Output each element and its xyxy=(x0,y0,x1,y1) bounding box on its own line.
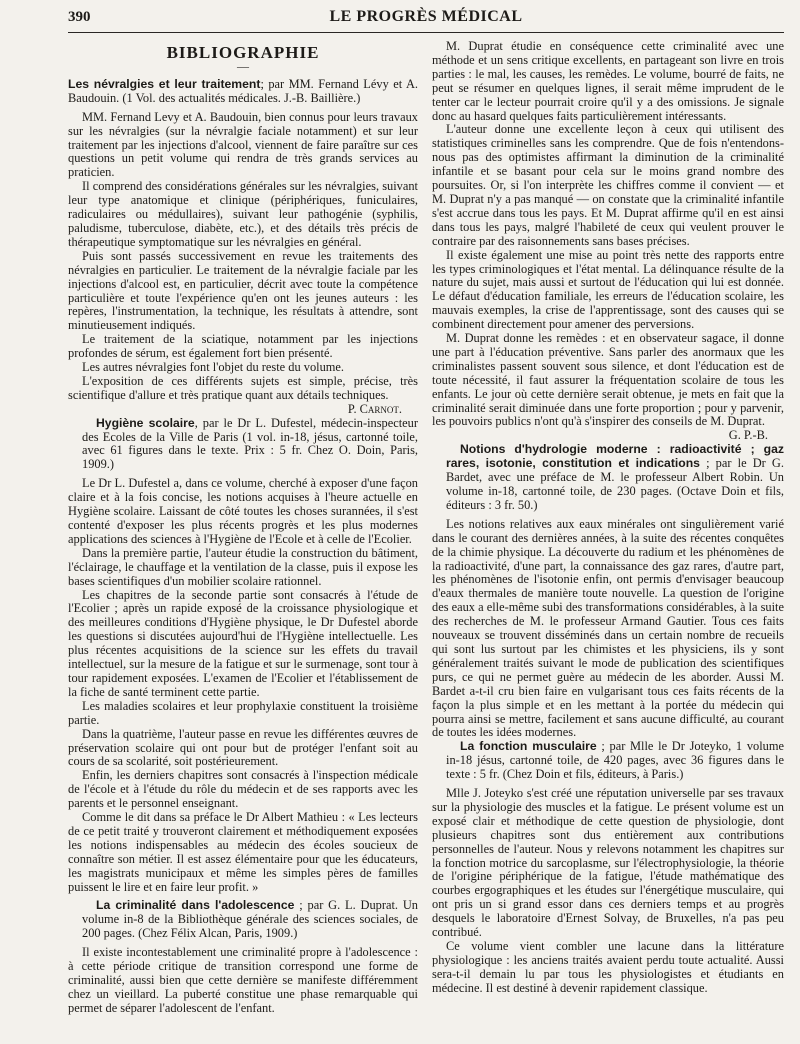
running-header xyxy=(68,8,784,30)
page-number: 390 xyxy=(68,9,91,25)
review-paragraph: Les maladies scolaires et leur prophylaxie constituent la troisième partie. xyxy=(68,698,418,727)
review-signature: G. P.-B. xyxy=(728,428,768,443)
section-title: BIBLIOGRAPHIE xyxy=(166,43,320,62)
review-paragraph: M. Duprat donne les remèdes : et en observateur sagace, il donne une part à l'éducation préventive. Sans parler des anormaux que les criminalistes passent souvent sous silence, et dont l'éducation est de toute nécessité, il faut assurer la fréquentation scolaire de tous les enfants. Le jour où cette dernière serait obtenue, je mets en fait que la criminalité serait diminuée dans une forte proportion ; pour y parvenir, les pouvoirs publics n'ont qu'à s'inspirer des conseils de M. Duprat. xyxy=(432,331,784,429)
left-column xyxy=(68,40,418,1016)
review-paragraph: Il comprend des considérations générales sur les névralgies, suivant leur type anatomique et clinique (périphériques, funiculaires, radiculaires ou médullaires), suivant leur pathogénie (syphilis, paludisme, tuberculose, diabète, etc.), et des détails très précis de thérapeutique symptomatique sur les névralgies en général. xyxy=(68,179,418,249)
review-reference: ; par Mlle le Dr Joteyko, 1 volume in-18 jésus, cartonné toile, de 420 pages, avec 36 figures dans le texte : 5 fr. (Chez Doin et fils, éditeurs, à Paris.) xyxy=(446,739,784,782)
review-reference: ; par le Dr G. Bardet, avec une préface de M. le professeur Albert Robin. Un volume in-18, cartonné toile, de 230 pages. (Octave Doin et fils, éditeurs : 3 fr. 50.) xyxy=(446,456,784,512)
review-paragraph: Dans la première partie, l'auteur étudie la construction du bâtiment, l'éclairage, le chauffage et la ventilation de la classe, puis il expose les bases scientifiques d'un mobilier scolaire rationnel. xyxy=(68,545,418,588)
review-heading-hydrologie xyxy=(432,443,784,513)
review-paragraph: Comme le dit dans sa préface le Dr Albert Mathieu : « Les lecteurs de ce petit traité y trouveront clairement et méthodiquement exposées les notions indispensables au médecin des écoles soucieux de connaître son métier. Il est assez élémentaire pour que les éducateurs, les magistrats municipaux et même les simples pères de familles puissent le lire et en faire leur profit. » xyxy=(68,810,418,894)
review-paragraph: Les notions relatives aux eaux minérales ont singulièrement varié dans le courant des dernières années, à la suite des récentes conquêtes de la chimie physique. La découverte du radium et les phénomènes de la radioactivité, d'une part, la connaissance des gaz rares, d'autre part, les phénomènes de l'isotonie enfin, ont permis d'envisager beaucoup d'eaux thermales de manière toute nouvelle. La question de l'origine des eaux a elle-même subi des transformations considérables, à la suite des recherches de M. le professeur Armand Gautier. Tous ces faits nouveaux se trouvent disséminés dans un certain nombre de recueils qui sont lus surtout par les chimistes et les physiciens, ils y sont généralement traités suivant le mode de publication des scientifiques purs, ce qui ne permet guère au médecin de les aborder. Aussi M. Bardet a-t-il cru bien faire en vulgarisant tous ces faits récents de la façon la plus simple et en les mettant à la portée du médecin qui pourra ainsi se mettre, facilement et sans aucune difficulté, au courant de toutes les idées modernes. xyxy=(432,516,784,740)
review-title: Notions d'hydrologie moderne : radioactivité ; gaz rares, isotonie, constitution et indications xyxy=(446,442,784,471)
review-paragraph: Les autres névralgies font l'objet du reste du volume. xyxy=(82,360,345,375)
review-paragraph: Enfin, les derniers chapitres sont consacrés à l'inspection médicale de l'école et à l'étude du rôle du médecin et de ses rapports avec les parents et le personnel enseignant. xyxy=(68,768,418,811)
review-paragraph: Mlle J. Joteyko s'est créé une réputation universelle par ses travaux sur la physiologie des muscles et la fatigue. Le présent volume est un exposé clair et méthodique de cette question de physiologie, dont plusieurs chapitres sont dus entièrement aux contributions personnelles de l'auteur. Nous y relevons notamment les chapitres sur la fonction motrice du sarcoplasme, sur l'électrophysiologie, la théorie de l'origine périphérique de la fatigue, l'étude mathématique des courbes ergographiques et les études sur l'énergétique musculaire, qui ont pris un si grand essor dans ces derniers temps et au progrès desquels le laboratoire d'Ernest Solvay, de Bruxelles, n'a pas peu contribué. xyxy=(432,786,784,940)
review-paragraph: L'auteur donne une excellente leçon à ceux qui utilisent des statistiques criminelles sans les comprendre. Que de fois n'entendons-nous pas des optimistes affirmant la diminution de la criminalité infantile et se basant pour cela sur le moins grand nombre des poursuites. Or, si l'on interprète les chiffres comme il convient — et M. Duprat n'y a pas manqué — on constate que la criminalité infantile s'est accrue dans tous les pays. Et M. Duprat affirme qu'il en est ainsi dans tous les pays, malgré l'habileté de ceux qui veulent prouver le contraire par des raisonnements sans bases précises. xyxy=(432,122,784,248)
review-reference: , par le Dr L. Dufestel, médecin-inspecteur des Ecoles de la Ville de Paris (1 vol. in-18, jésus, cartonné toile, avec 61 figures dans le texte. Prix : 5 fr. Chez O. Doin, Paris, 1909.) xyxy=(82,415,419,472)
review-heading-fonction-musculaire xyxy=(432,740,784,782)
review-paragraph: Il existe également une mise au point très nette des rapports entre les types criminologiques et l'état mental. La délinquance résulte de la nature du sujet, mais aussi et surtout de l'éducation qui lui est donnée. Le défaut d'éducation familiale, les erreurs de l'éducation scolaire, les mauvais exemples, la crise de l'apprentissage, sont des causes qui se combinent directement pour amener des perversions. xyxy=(432,247,784,332)
review-paragraph: Dans la quatrième, l'auteur passe en revue les différentes œuvres de préservation scolaire qui ont pour but de protéger l'enfant soit au cours de sa scolarité, soit postérieurement. xyxy=(68,726,418,769)
review-heading-criminalite xyxy=(68,899,418,941)
review-reference: ; par G. L. Duprat. Un volume in-8 de la Bibliothèque générale des sciences sociales, de 200 pages. (Chez Félix Alcan, Paris, 1909.) xyxy=(82,898,418,941)
review-heading-nevralgies xyxy=(68,78,418,106)
review-paragraph: Le traitement de la sciatique, notamment par les injections profondes de sérum, est également fort bien présenté. xyxy=(68,332,418,361)
right-column xyxy=(432,40,784,996)
header-rule xyxy=(68,32,784,33)
review-paragraph: Puis sont passés successivement en revue les traitements des névralgies en particulier. Le traitement de la névralgie faciale par les injections d'alcool est, en particulier, décrit avec toute la compétence particulière et toute l'expérience qu'en ont les jeunes auteurs : les repères, l'instrumentation, la technique, les résultats à attendre, sont minutieusement indiqués. xyxy=(68,248,418,333)
review-paragraph: Les chapitres de la seconde partie sont consacrés à l'étude de l'Ecolier ; après un rapide exposé de la croissance physiologique et des meilleures conditions d'Hygiène physique, le Dr Dufestel aborde les questions si discutées aujourd'hui de l'Hygiène intellectuelle. Les plus récentes acquisitions de la science sur les effets du travail intellectuel, sur la mesure de la fatigue et sur le surmenage, sont tour à tour rapidement exposées. L'examen de l'Ecolier et l'établissement de la fiche de santé terminent cette partie. xyxy=(68,587,418,699)
review-paragraph: Il existe incontestablement une criminalité propre à l'adolescence : à cette période critique de transition correspond une forme de criminalité, aussi bien que cette dernière se manifeste différemment chez un vieillard. La puberté constitue une phase remarquable qui permet de séparer l'adolescent de l'enfant. xyxy=(68,945,418,1015)
review-signature: P. Carnot. xyxy=(347,401,402,416)
review-reference: ; par MM. Fernand Lévy et A. Baudouin. (1 Vol. des actualités médicales. J.-B. Baillière.) xyxy=(68,76,418,105)
review-paragraph: MM. Fernand Levy et A. Baudouin, bien connus pour leurs travaux sur les névralgies (sur la névralgie faciale notamment) et sur leur traitement par les injections d'alcool, viennent de faire paraître sur ces questions un petit volume qui rendra de très grands services au praticien. xyxy=(68,109,418,180)
running-title: LE PROGRÈS MÉDICAL xyxy=(329,8,523,25)
review-title: La criminalité dans l'adolescence xyxy=(96,898,295,913)
review-paragraph: L'exposition de ces différents sujets est simple, précise, très scientifique d'allure et très pratique quant aux détails techniques. xyxy=(68,373,418,402)
review-paragraph: Ce volume vient combler une lacune dans la littérature physiologique : les anciens traités avaient perdu toute actualité. Aussi sera-t-il demain lu par tous les physiologistes et étudiants en médecine. Il est destiné à devenir rapidement classique. xyxy=(432,939,784,995)
review-title: Les névralgies et leur traitement xyxy=(68,76,261,91)
review-paragraph: Le Dr L. Dufestel a, dans ce volume, cherché à exposer d'une façon claire et à la fois concise, les notions acquises à l'heure actuelle en Hygiène scolaire. Laissant de côté toutes les choses surannées, il s'est contenté d'exposer les plus récents progrès et les plus modernes applications des sciences à l'Hygiène de l'Ecole et à celle de l'Ecolier. xyxy=(68,476,418,546)
review-title: Hygiène scolaire xyxy=(96,415,195,430)
section-dash: — xyxy=(237,58,249,73)
review-paragraph: M. Duprat étudie en conséquence cette criminalité avec une méthode et un sens critique excellents, en partageant son livre en trois parties : le mal, les causes, les remèdes. Le volume, bourré de faits, ne peut se résumer en quelques lignes, il serait même imprudent de le tenter car le lecteur pourrait croire qu'il y a des omissions. Je signale donc au hasard quelques faits particulièrement intéressants. xyxy=(432,39,784,123)
review-heading-hygiene xyxy=(68,417,418,473)
review-title: La fonction musculaire xyxy=(460,739,597,754)
